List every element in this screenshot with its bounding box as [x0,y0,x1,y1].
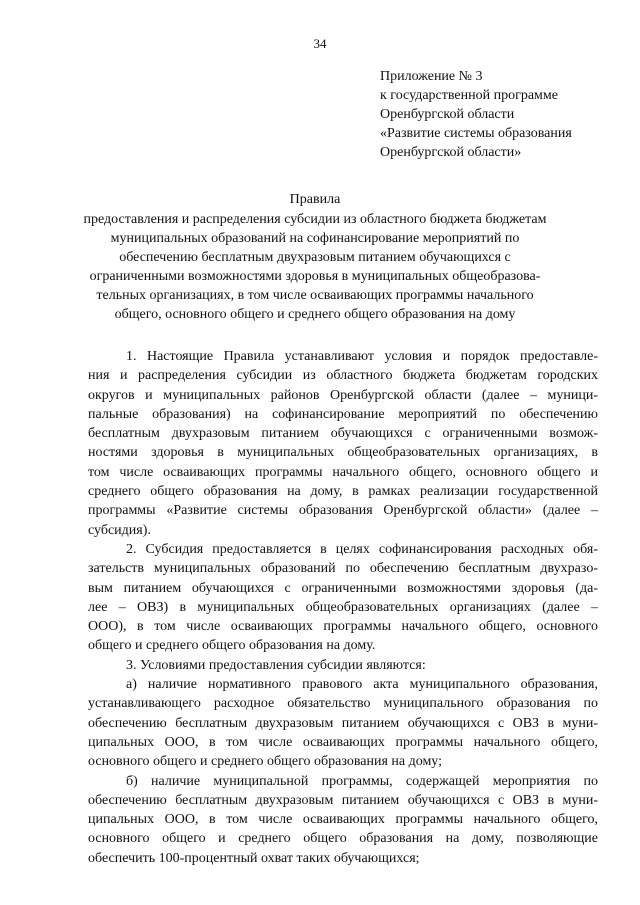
paragraph-line: ООО), в том числе осваивающих программы начального общего, основного [88,619,598,635]
appendix-block [380,67,572,162]
paragraph-line: обеспечить 100-процентный охват таких обучающихся; [88,850,420,866]
paragraph-line: том числе осваивающих программы начального общего, основного общего и [88,464,598,480]
paragraph-line: устанавливающего расходное обязательство муниципального образования по [88,696,598,712]
paragraph-line: ципальных ООО, в том числе осваивающих программы начального общего, [88,734,598,750]
paragraph-line: субсидия). [88,522,151,538]
paragraph-line: основного общего и среднего общего образования на дому; [88,754,443,770]
paragraph-line: 3. Условиями предоставления субсидии являются: [126,657,426,673]
paragraph-line: ципальных ООО, в том числе осваивающих программы начального общего, [88,812,598,828]
document-body [88,347,598,868]
document-subtitle-line: общего, основного общего и среднего общего образования на дому [114,307,516,322]
paragraph-line: пальные образования) на софинансирование мероприятий по обеспечению [88,406,598,422]
appendix-line: «Развитие системы образования [380,126,572,141]
paragraph-line: общего и среднего общего образования на дому. [88,638,376,654]
paragraph-line: среднего общего образования на дому, в рамках реализации государственной [88,484,598,500]
paragraph-line: лее – ОВЗ) в муниципальных общеобразовательных организациях (далее – [88,599,598,615]
document-subtitle-line: обеспечению бесплатным двухразовым питанием обучающихся с [119,250,511,265]
paragraph-line: обеспечению бесплатным двухразовым питанием обучающихся с ОВЗ в муни- [88,792,598,808]
paragraph-line: вым питанием обучающихся с ограниченными возможностями здоровья (да- [88,580,598,596]
paragraph [88,772,598,868]
paragraph [88,540,598,656]
paragraph-line: программы «Развитие системы образования Оренбургской области» (далее – [88,503,598,519]
paragraph [88,675,598,771]
paragraph [88,656,598,675]
paragraph-line: а) наличие нормативного правового акта муниципального образования, [126,677,598,693]
appendix-line: к государственной программе [380,88,558,103]
appendix-line: Оренбургской области [380,107,515,122]
paragraph-line: б) наличие муниципальной программы, содержащей мероприятия по [126,773,598,789]
paragraph-line: бесплатным двухразовым питанием обучающихся с ограниченными возмож- [88,426,598,442]
document-title-block [80,190,550,324]
paragraph-line: округов и муниципальных районов Оренбургской области (далее – муници- [88,387,598,403]
paragraph [88,347,598,540]
appendix-line: Оренбургской области» [380,145,522,160]
document-subtitle-line: предоставления и распределения субсидии из областного бюджета бюджетам [83,212,547,227]
page-number: 34 [313,36,327,51]
paragraph-line: ния и распределения субсидии из областного бюджета бюджетам городских [88,368,598,384]
paragraph-line: обеспечению бесплатным двухразовым питанием обучающихся с ОВЗ в муни- [88,715,598,731]
paragraph-line: ностями здоровья в муниципальных общеобразовательных организациях, в [88,445,598,461]
paragraph-line: основного общего и среднего общего образования на дому, позволяющие [88,831,598,847]
paragraph-line: 1. Настоящие Правила устанавливают условия и порядок предоставле- [126,349,598,364]
document-subtitle-line: муниципальных образований на софинансирование мероприятий по [110,231,520,246]
document-subtitle-line: тельных организациях, в том числе осваивающих программы начального [96,288,534,303]
document-title: Правила [289,192,341,207]
paragraph-line: 2. Субсидия предоставляется в целях софинансирования расходных обя- [126,541,598,557]
paragraph-line: зательств муниципальных образований по обеспечению бесплатным двухразо- [88,561,598,577]
document-subtitle-line: ограниченными возможностями здоровья в муниципальных общеобразова- [89,269,541,284]
appendix-line: Приложение № 3 [380,69,483,84]
